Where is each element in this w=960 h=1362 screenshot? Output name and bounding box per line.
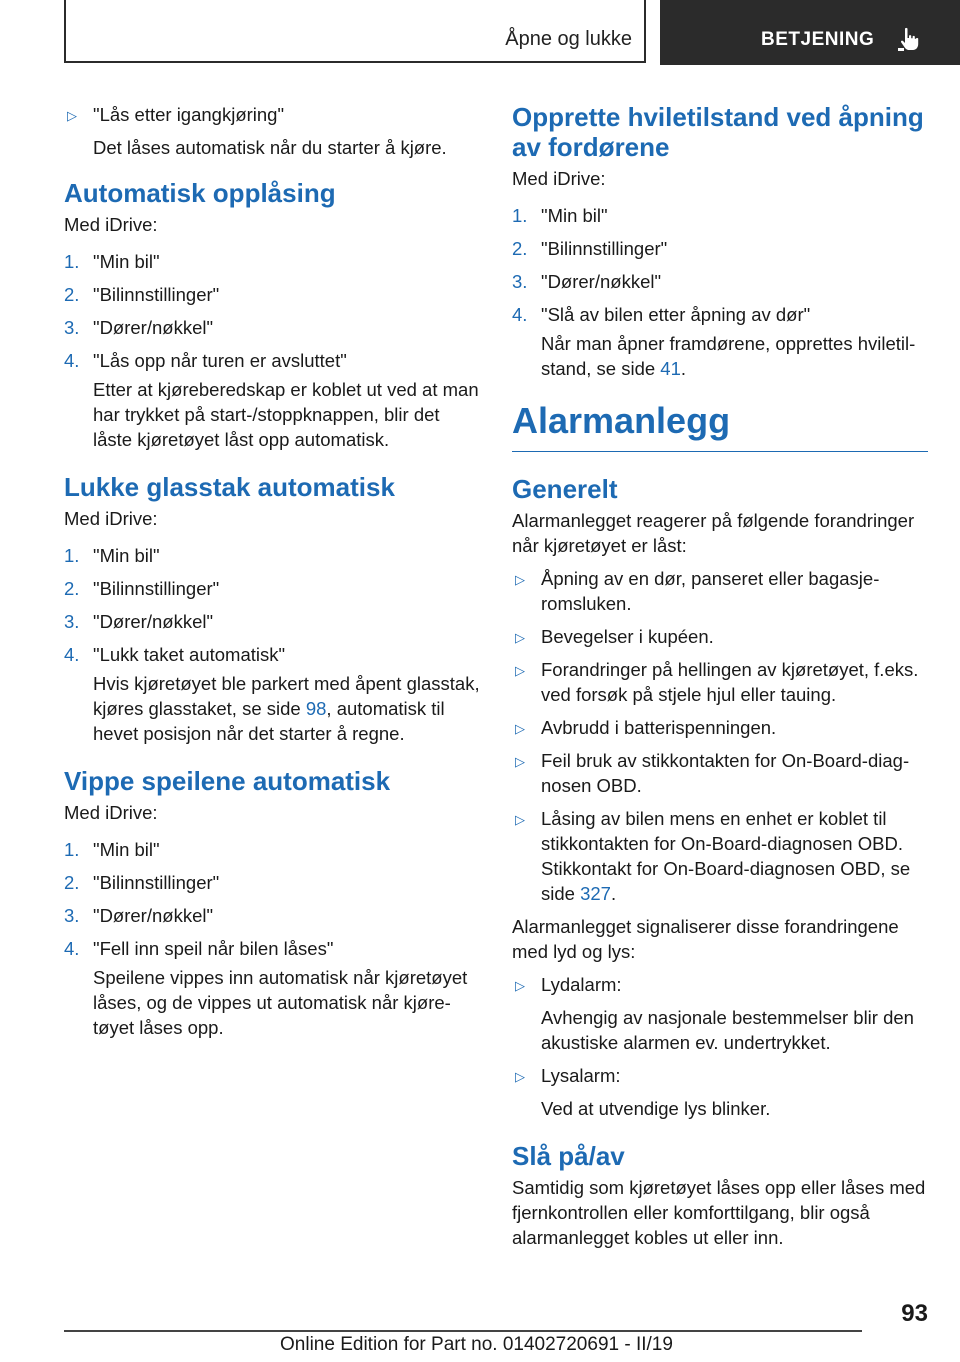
section-heading: Generelt (512, 474, 618, 504)
triangle-bullet-icon: ▷ (67, 108, 77, 123)
list-item: 3. "Dører/nøkkel" (64, 905, 214, 926)
list-item: 1. "Min bil" (512, 205, 608, 226)
list-item: 2. "Bilinnstillinger" (64, 578, 220, 599)
list-item: 4. "Slå av bilen etter åpning av dør" (512, 304, 811, 325)
edition-text: Online Edition for Part no. 01402720691 - II/19 (280, 1334, 673, 1355)
item-description: Avhengig av nasjonale bestemmelser blir den akustiske alarmen ev. undertrykket. (541, 1007, 914, 1053)
section-heading: Automatisk opplåsing (64, 178, 336, 208)
list-item: 3. "Dører/nøkkel" (64, 611, 214, 632)
lead-text: Med iDrive: (64, 508, 158, 529)
list-item: 4. "Lås opp når turen er avsluttet" (64, 350, 347, 371)
section-title: Åpne og lukke (505, 28, 632, 50)
item-description: Hvis kjøretøyet ble parkert med åpent glasstak, kjøres glasstaket, se side 98, automatisk til hevet posisjon når det starter å regne. (93, 673, 480, 744)
list-item: ▷ Bevegelser i kupéen. (512, 624, 928, 649)
list-item: ▷ Feil bruk av stikkontakten for On-Board-diagnosen OBD. (515, 750, 910, 796)
page-link[interactable]: 98 (305, 698, 327, 719)
triangle-bullet-icon: ▷ (515, 721, 525, 736)
footer-divider (64, 1330, 862, 1332)
list-item: 3. "Dører/nøkkel" (512, 271, 662, 292)
item-description: Ved at utvendige lys blinker. (541, 1098, 771, 1119)
triangle-bullet-icon: ▷ (515, 630, 525, 645)
list-item: 1. "Min bil" (64, 839, 160, 860)
item-description: Etter at kjøreberedskap er koblet ut ved at man har trykket på start-/stoppknappen, blir det låste kjøretøyet låst opp automatisk. (93, 379, 479, 450)
section-heading: Opprette hviletilstand ved åpning av fordørene (512, 102, 924, 162)
list-item: 1. "Min bil" (64, 545, 160, 566)
list-item: 1. "Min bil" (64, 251, 160, 272)
section-heading: Slå på/av (512, 1141, 625, 1171)
item-description: Speilene vippes inn automatisk når kjøretøyet låses, og de vippes ut automatisk når kjøretøyet låses opp. (93, 967, 468, 1038)
pointing-hand-icon (896, 26, 922, 52)
page-header (0, 0, 960, 66)
list-item: 2. "Bilinnstillinger" (64, 284, 220, 305)
chapter-tab (660, 0, 960, 65)
list-item: ▷ Låsing av bilen mens en enhet er koblet til stikkontakten for On-Board-diagnosen OBD. Stikkontakt for On-Board-diagnosen OBD, se side 327. (515, 808, 911, 904)
list-item: 3. "Dører/nøkkel" (64, 317, 214, 338)
list-item: ▷ Lysalarm: (512, 1063, 928, 1088)
triangle-bullet-icon: ▷ (515, 572, 525, 587)
page-link[interactable]: 327 (580, 883, 611, 904)
triangle-bullet-icon: ▷ (515, 812, 525, 827)
list-item: 2. "Bilinnstillinger" (512, 238, 668, 259)
right-column (512, 102, 928, 1258)
item-description: Det låses automatisk når du starter å kjøre. (93, 137, 447, 158)
triangle-bullet-icon: ▷ (515, 1069, 525, 1084)
page-link[interactable]: 41 (660, 358, 681, 379)
section-heading: Lukke glasstak automatisk (64, 472, 395, 502)
left-column (64, 102, 480, 1048)
triangle-bullet-icon: ▷ (515, 978, 525, 993)
chapter-heading: Alarmanlegg (512, 399, 928, 452)
lead-text: Alarmanlegget reagerer på følgende forandringer når kjøretøyet er låst: (512, 510, 915, 556)
list-item: 4. "Lukk taket automatisk" (64, 644, 286, 665)
list-item: ▷ Åpning av en dør, panseret eller bagasjeromsluken. (515, 568, 880, 614)
body-text: Samtidig som kjøretøyet låses opp eller låses med fjernkontrollen eller komforttilgang, blir også alarmanlegget kobles ut eller inn. (512, 1177, 926, 1248)
section-heading: Vippe speilene automatisk (64, 766, 391, 796)
list-item: 4. "Fell inn speil når bilen låses" (64, 938, 334, 959)
list-item: ▷ "Lås etter igangkjøring" (64, 102, 480, 127)
lead-text: Alarmanlegget signaliserer disse forandringene med lyd og lys: (512, 916, 899, 962)
lead-text: Med iDrive: (64, 802, 158, 823)
list-item: ▷ Avbrudd i batterispenningen. (512, 715, 928, 740)
item-description: Når man åpner framdørene, opprettes hviletilstand, se side 41. (541, 333, 916, 379)
triangle-bullet-icon: ▷ (515, 754, 525, 769)
lead-text: Med iDrive: (512, 168, 606, 189)
chapter-title: BETJENING (761, 29, 875, 50)
page-number: 93 (901, 1300, 928, 1327)
lead-text: Med iDrive: (64, 214, 158, 235)
section-tab (64, 0, 646, 63)
list-item: 2. "Bilinnstillinger" (64, 872, 220, 893)
list-item: ▷ Lydalarm: (512, 972, 928, 997)
list-item: ▷ Forandringer på hellingen av kjøretøyet, f.eks. ved forsøk på stjele hjul eller tauing. (515, 659, 919, 705)
triangle-bullet-icon: ▷ (515, 663, 525, 678)
